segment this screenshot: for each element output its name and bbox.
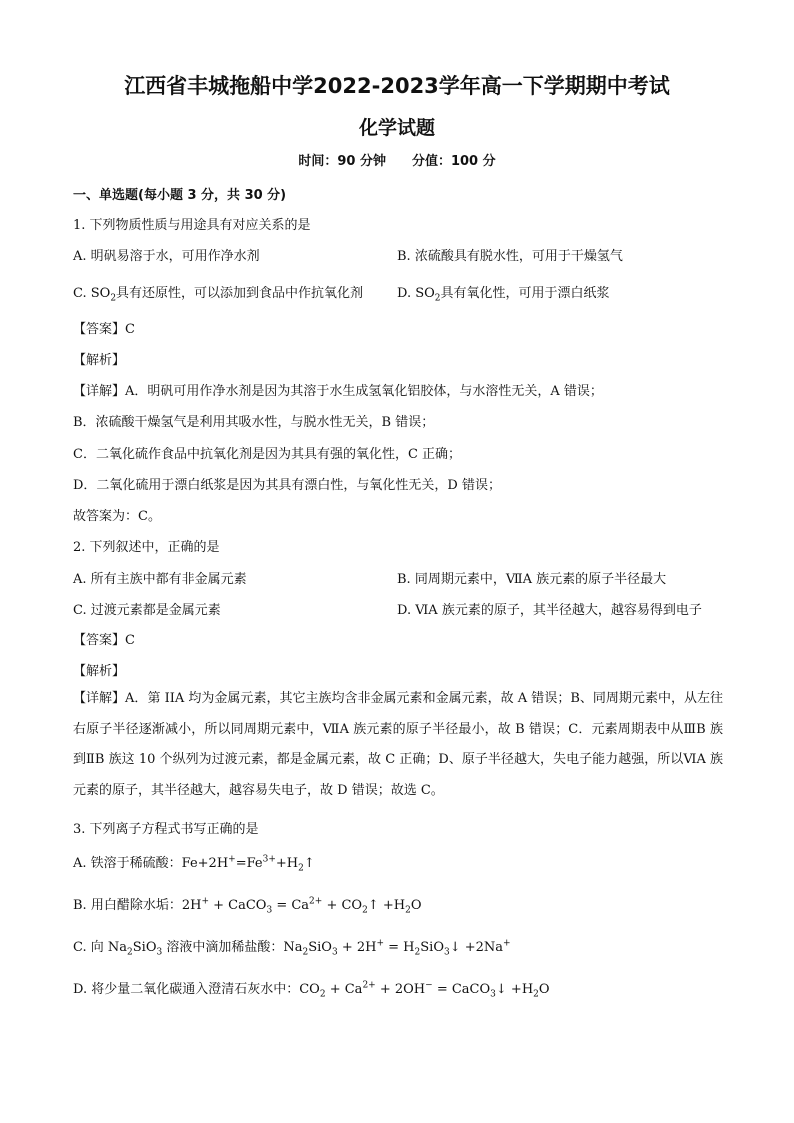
- q3-equation-b: 2H+ + CaCO$_3$ = $Ca^{2+}$ + $CO_2↑ +H_2O$: [181, 896, 422, 916]
- q2-option-d: D. ⅥA 族元素的原子，其半径越大，越容易得到电子: [397, 603, 702, 618]
- exam-meta: [0, 150, 794, 169]
- q2-stem: 2. 下列叙述中，正确的是: [73, 540, 220, 555]
- q1-detail-line: B．浓硫酸干燥氢气是利用其吸水性，与脱水性无关，B 错误；: [73, 415, 435, 430]
- exam-title: 江西省丰城拖船中学2022-2023学年高一下学期期中考试: [124, 74, 670, 98]
- q1-conclusion: 故答案为：C。: [73, 509, 161, 524]
- q3-equation-c: $Na_2SiO_3 + 2H^+$ = $H_2SiO_3↓ +2Na^+$: [283, 938, 511, 958]
- q3-option-c-label-part: 溶液中滴加稀盐酸：: [162, 940, 284, 955]
- q3-option-d-label: D. 将少量二氧化碳通入澄清石灰水中：: [73, 982, 300, 997]
- q3-option-a: [73, 852, 315, 874]
- q1-detail-line: 【详解】A．明矾可用作净水剂是因为其溶于水生成氢氧化铝胶体，与水溶性无关，A 错误；: [73, 384, 603, 399]
- q3-option-a-label: A. 铁溶于稀硫酸：: [73, 856, 182, 871]
- q1-option-b: B. 浓硫酸具有脱水性，可用于干燥氢气: [397, 249, 623, 264]
- q2-detail: 【详解】A．第 IIA 均为金属元素，其它主族均含非金属元素和金属元素，故 A 错误；B、同周期元素中，从左往右原子半径逐渐减小，所以同周期元素中，ⅦA 族元素的原子半径最小，故 B 错误；C．元素周期表中从ⅢB 族到ⅡB 族这 10 个纵列为过渡元素，都是金属元素，故 C 正确；D、原子半径越大，失电子能力越强，所以ⅥA 族元素的原子，其半径越大，越容易失电子，故 D 错误；故选 C。: [73, 691, 723, 798]
- q3-option-b-label: B. 用白醋除水垢：: [73, 898, 182, 913]
- q1-option-d-prefix: D. SO: [397, 286, 435, 301]
- q1-option-d-text: 具有氧化性，可用于漂白纸浆: [440, 286, 610, 301]
- q3-option-c-label-part: SiO: [132, 940, 157, 955]
- q1-stem: 1. 下列物质性质与用途具有对应关系的是: [73, 218, 311, 233]
- q2-analysis-label: 【解析】: [73, 664, 126, 679]
- q3-option-c: C. 向 $Na_2SiO_3$ 溶液中滴加稀盐酸：$Na_2SiO_3 + 2H^+$ = $H_2SiO_3↓ +2Na^+$: [73, 938, 511, 958]
- section-heading: 一、单选题(每小题 3 分，共 30 分): [73, 188, 287, 203]
- exam-subtitle: 化学试题: [358, 117, 435, 139]
- total-score: 分值：100 分: [411, 154, 496, 169]
- q1-option-c-prefix: C. SO: [73, 286, 111, 301]
- q3-equation-d: $CO_2 + Ca^{2+} + 2OH^-$ = CaCO$_3$↓ $+H_2O$: [299, 980, 550, 1000]
- q2-option-c: C. 过渡元素都是金属元素: [73, 603, 221, 618]
- q1-detail-line: D．二氧化硫用于漂白纸浆是因为其具有漂白性，与氧化性无关，D 错误；: [73, 478, 501, 493]
- q2-option-a: A. 所有主族中都有非金属元素: [73, 572, 247, 587]
- q3-option-b: [73, 894, 422, 916]
- q1-option-a: A. 明矾易溶于水，可用作净水剂: [73, 249, 260, 264]
- q1-option-c-text: 具有还原性，可以添加到食品中作抗氧化剂: [116, 286, 364, 301]
- q3-equation-a: $Fe+2H^+=Fe^{3+}+H_2↑$: [181, 854, 315, 874]
- q3-option-c-label: C. 向 Na: [73, 940, 128, 955]
- q1-option-c: C. $SO_2$具有还原性，可以添加到食品中作抗氧化剂: [73, 286, 364, 304]
- q2-answer: 【答案】C: [73, 633, 135, 648]
- time-limit: 时间：90 分钟: [298, 154, 386, 169]
- q1-detail-line: C．二氧化硫作食品中抗氧化剂是因为其具有强的氧化性，C 正确；: [73, 447, 462, 462]
- q2-option-b: B. 同周期元素中，ⅦA 族元素的原子半径最大: [397, 572, 667, 587]
- q1-option-d: D. $SO_2$具有氧化性，可用于漂白纸浆: [397, 286, 610, 304]
- q3-stem: 3. 下列离子方程式书写正确的是: [73, 822, 259, 837]
- q1-analysis-label: 【解析】: [73, 353, 126, 368]
- q3-option-d: [73, 978, 550, 1000]
- q1-answer: 【答案】C: [73, 322, 135, 337]
